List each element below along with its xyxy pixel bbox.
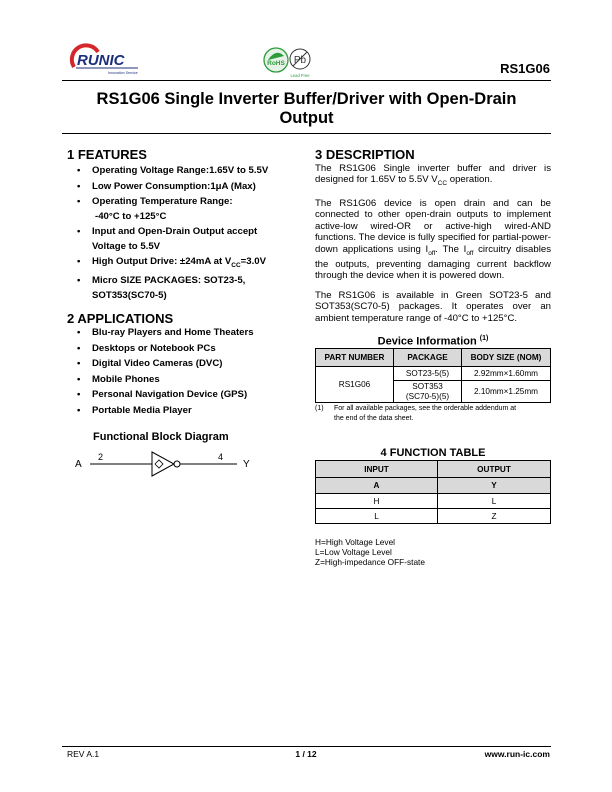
applications-list (69, 326, 299, 419)
list-item: • Mobile Phones (69, 373, 299, 388)
diagram-output-label: Y (243, 459, 250, 470)
lead-free-text: Lead Free (290, 73, 310, 78)
list-item: • Operating Voltage Range:1.65V to 5.5V (69, 164, 299, 179)
description-paragraph-1: The RS1G06 Single inverter buffer and driver is designed for 1.65V to 5.5V $V_{CC}$ operation. (315, 163, 551, 188)
legend-item: Z=High-impedance OFF-state (315, 557, 425, 567)
column-header: INPUT (316, 461, 438, 478)
description-heading: 3 DESCRIPTION (315, 147, 415, 162)
description-paragraph-2: The RS1G06 device is open drain and can be connected to other open-drain outputs to implement active-low wired-OR or active-high wired-AND functions. The device is fully specified for partial-power-down applications using $I_{off}$. The $I_{off}$ circuitry disables the outputs, preventing damaging current backflow through the device when it is powered down. (315, 198, 551, 282)
page-number: 1 / 12 (295, 749, 317, 759)
diagram-input-pin: 2 (98, 452, 104, 462)
logo-text: RUNIC (77, 52, 125, 69)
column-header: PACKAGE (394, 349, 462, 367)
table-cell: RS1G06 (316, 367, 394, 403)
revision-label: REV A.1 (67, 749, 100, 759)
page-title-line1: RS1G06 Single Inverter Buffer/Driver with Open-Drain (96, 90, 517, 108)
rohs-leadfree-badge (262, 44, 324, 80)
list-item: • Personal Navigation Device (GPS) (69, 388, 299, 403)
function-table (315, 460, 551, 524)
list-item: • Micro SIZE PACKAGES: SOT23-5, SOT353(SC70-5) (69, 274, 299, 303)
table-row (316, 367, 551, 381)
table-subheader-row (316, 478, 551, 494)
table-row (316, 494, 551, 509)
table-cell: L (316, 509, 438, 524)
list-item: • Digital Video Cameras (DVC) (69, 357, 299, 372)
column-header: PART NUMBER (316, 349, 394, 367)
column-subheader: Y (438, 478, 551, 494)
column-header: BODY SIZE (NOM) (462, 349, 551, 367)
table-header-row (316, 349, 551, 367)
website-url: www.run-ic.com (484, 749, 550, 759)
device-info-title: Device Information $^{(1)}$ (377, 335, 489, 348)
table-header-row (316, 461, 551, 478)
table-cell: 2.10mm×1.25mm (462, 381, 551, 403)
table-cell: 2.92mm×1.60mm (462, 367, 551, 381)
footnote-text: For all available packages, see the orderable addendum at the end of the data sheet. (334, 405, 517, 422)
pb-text: Pb (293, 55, 307, 66)
page-title-line2: Output (279, 109, 334, 127)
title-rule (62, 133, 551, 134)
inverter-diagram (70, 448, 270, 480)
list-item: • Input and Open-Drain Output accept Voltage to 5.5V (69, 225, 299, 254)
logo-tagline: Innovation Service (108, 71, 138, 75)
table-cell: L (438, 494, 551, 509)
function-table-title: 4 FUNCTION TABLE (380, 447, 486, 459)
list-item: • Blu-ray Players and Home Theaters (69, 326, 299, 341)
function-legend (315, 537, 425, 567)
table-cell: SOT23-5(5) (394, 367, 462, 381)
legend-item: H=High Voltage Level (315, 537, 396, 547)
features-heading: 1 FEATURES (67, 147, 147, 162)
column-header: OUTPUT (438, 461, 551, 478)
applications-heading: 2 APPLICATIONS (67, 311, 174, 326)
list-item: • Portable Media Player (69, 404, 299, 419)
list-item: • Operating Temperature Range: -40°C to +125°C (69, 195, 299, 224)
table-cell: SOT353 (SC70-5)(5) (394, 381, 462, 403)
device-info-table (315, 348, 551, 403)
table-cell: H (316, 494, 438, 509)
list-item: • Desktops or Notebook PCs (69, 342, 299, 357)
diagram-output-pin: 4 (218, 452, 224, 462)
runic-logo (68, 40, 140, 76)
header-rule (62, 80, 551, 81)
description-paragraph-3: The RS1G06 is available in Green SOT23-5 and SOT353(SC70-5) packages. It operates over an ambient temperature range of -40°C to +125°C. (315, 290, 551, 324)
document-id: RS1G06 (500, 61, 550, 76)
inverter-bubble (174, 461, 180, 467)
table-row (316, 509, 551, 524)
block-diagram-caption: Functional Block Diagram (93, 431, 229, 443)
legend-item: L=Low Voltage Level (315, 547, 392, 557)
footer-rule (62, 746, 551, 747)
diagram-input-label: A (75, 459, 82, 470)
page-title (62, 90, 551, 128)
footnote-number: (1) (315, 405, 324, 412)
column-subheader: A (316, 478, 438, 494)
list-item: • Low Power Consumption:1μA (Max) (69, 180, 299, 195)
table-cell: Z (438, 509, 551, 524)
list-item: • High Output Drive: ±24mA at $V_{CC}=3.0V$ (69, 255, 299, 273)
features-list (69, 164, 299, 304)
rohs-text: RoHS (267, 60, 285, 67)
